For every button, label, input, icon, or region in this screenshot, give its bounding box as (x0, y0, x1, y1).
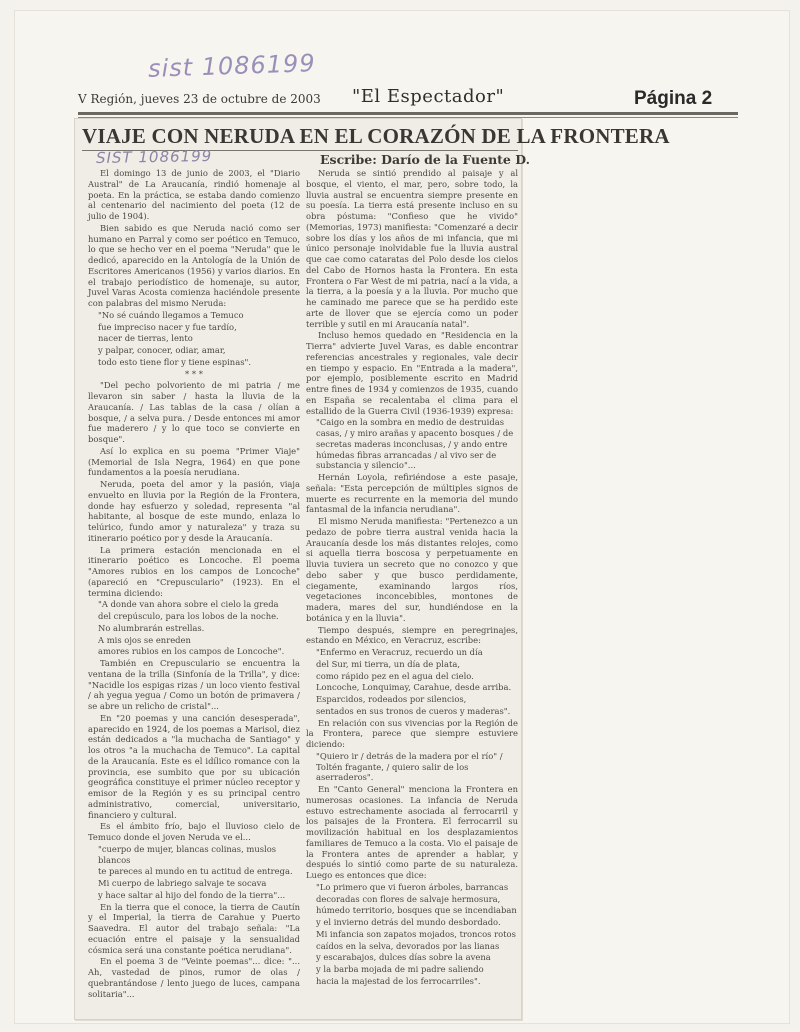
verse-line: del crepúsculo, para los lobos de la noche. (98, 611, 279, 621)
paragraph: En el poema 3 de "Veinte poemas"... dice: "... Ah, vastedad de pinos, rumor de olas / quebrantándose / lento juego de luces, campana solitaria"... (88, 956, 300, 999)
paragraph: Incluso hemos quedado en "Residencia en la Tierra" advierte Juvel Varas, es dable encontrar referencias ancestrales y regionales, vale decir en tiempo y espacio. En "Entrada a la madera", por ejemplo, posiblemente escrito en Madrid entre fines de 1934 y comienzos de 1935, cuando en España se recalentaba el clima para el estallido de la Guerra Civil (1936-1939) expresa: (306, 330, 518, 416)
verse-line: húmedo territorio, bosques que se incendiaban (316, 905, 517, 916)
verse-line: Mi cuerpo de labriego salvaje te socava (98, 878, 267, 888)
paragraph: Bien sabido es que Neruda nació como ser humano en Parral y como ser poético en Temuco, lo que se hecho ver en el poema "Neruda" que le dedicó, aparecido en la Antología de la Unión de Escritores Americanos (1956) y varios diarios. En el trabajo periodístico de homenaje, su autor, Juvel Varas Acosta comienza haciéndole presente con palabras del mismo Neruda: (88, 222, 300, 308)
header-rule (78, 112, 738, 115)
verse-line: todo esto tiene flor y tiene espinas". (98, 356, 252, 367)
paragraph: Hernán Loyola, refiriéndose a este pasaje, señala: "Esta percepción de múltiples signos de muerte es recurrente en la memoria del mundo fantasmal de la infancia nerudiana". (306, 472, 518, 515)
section-separator: * * * (185, 368, 203, 379)
verse-line: Esparcidos, rodeados por silencios, (316, 694, 467, 704)
verse-line: sentados en sus tronos de cueros y maderas". (316, 705, 511, 716)
verse-line: y escarabajos, dulces días sobre la avena (316, 952, 491, 963)
newspaper-name: "El Espectador" (352, 86, 505, 107)
article-column-left (88, 168, 300, 1000)
verse-line: "Enfermo en Veracruz, recuerdo un día (316, 647, 483, 657)
paragraph: Tiempo después, siempre en peregrinajes, estando en México, en Veracruz, escribe: (306, 624, 518, 646)
paragraph: Neruda se sintió prendido al paisaje y al bosque, el viento, el mar, pero, sobre todo, la lluvia austral se encuentra siempre presente en su poesía. La tierra está presente incluso en su obra póstuma: "Confieso que he vivido" (Memorias, 1973) manifiesta: "Comenzaré a decir sobre los días y los años de mi infancia, que mi único personaje inolvidable fue la lluvia austral que cae como cataratas del Polo desde los cielos del Cabo de Hornos hasta la Frontera. En esta Frontera o Far West de mi patria, nací a la vida, a la tierra, a la poesía y a la lluvia. Por mucho que he caminado me parece que se ha perdido este arte de llover que se ejercía como un poder terrible y sutil en mi Araucanía natal". (306, 168, 518, 329)
paragraph: Así lo explica en su poema "Primer Viaje" (Memorial de Isla Negra, 1964) en que pone fundamentos a la poesía nerudiana. (88, 445, 300, 478)
handwritten-catalog-number-small: SIST 1086199 (95, 146, 213, 168)
paragraph: "Del pecho polvoriento de mi patria / me llevaron sin saber / hasta la lluvia de la Araucanía. / Las tablas de la casa / olían a bosque, / a selva pura. / Desde entonces mi amor fue maderero / y lo que toco se convierte en bosque". (88, 380, 300, 444)
paragraph: En "Canto General" menciona la Frontera en numerosas ocasiones. La infancia de Neruda estuvo estrechamente asociada al ferrocarril y los paisajes de la Frontera. El ferrocarril su movilización habitual en los desplazamientos familiares de Temuco a la costa. Vio el paisaje de la Frontera antes de aprender a hablar, y después lo sintió como parte de su naturaleza. Luego es entonces que dice: (306, 784, 518, 880)
verse-line: nacer de tierras, lento (98, 333, 193, 344)
verse-line: y hace saltar al hijo del fondo de la tierra"... (98, 889, 286, 900)
dateline: V Región, jueves 23 de octubre de 2003 (78, 92, 321, 106)
handwritten-catalog-number: sist 1086199 (147, 49, 317, 83)
article-headline: VIAJE CON NERUDA EN EL CORAZÓN DE LA FRONTERA (82, 124, 670, 148)
verse-line: Loncoche, Lonquimay, Carahue, desde arriba. (316, 682, 512, 693)
paragraph: Es el ámbito frío, bajo el lluvioso cielo de Temuco donde el joven Neruda ve el... (88, 821, 300, 842)
verse-line: No alumbrarán estrellas. (98, 622, 205, 633)
article-column-right (306, 168, 518, 988)
verse-line: fue impreciso nacer y fue tardío, (98, 321, 237, 332)
paragraph: En relación con sus vivencias por la Región de la Frontera, parece que siempre estuviere diciendo: (306, 717, 518, 749)
verse-line: te pareces al mundo en tu actitud de entrega. (98, 866, 293, 877)
paragraph: El domingo 13 de junio de 2003, el "Diario Austral" de La Araucanía, rindió homenaje al poeta. En la práctica, se estaba dando comienzo al centenario del nacimiento del poeta (12 de julio de 1904). (88, 168, 300, 221)
paragraph: Neruda, poeta del amor y la pasión, viaja envuelto en lluvia por la Región de la Frontera, donde hay esfuerzo y soledad, representa "al habitante, al bosque de este mundo, enlaza lo telúrico, fundo amor y naturaleza" y traza su itinerario poético por y desde la Araucanía. (88, 479, 300, 543)
verse-line: y el invierno detrás del mundo desbordado. (316, 917, 501, 927)
verse-line: del Sur, mi tierra, un día de plata, (316, 658, 460, 669)
verse-line: hacia la majestad de los ferrocarriles". (316, 975, 481, 986)
paragraph: La primera estación mencionada en el itinerario poético es Loncoche. El poema "Amores rubios en los campos de Loncoche" (apareció en "Crepusculario" (1923). En el termina diciendo: (88, 544, 300, 598)
paragraph: En "20 poemas y una canción desesperada", aparecido en 1924, de los poemas a Marisol, diez están dedicados a "la muchacha de Santiago" y los otros "a la muchacha de Temuco". La capital de la Araucanía. Este es el idílico romance con la provincia, ese sumbito que por su ubicación geográfica constituye el primer núcleo receptor y emisor de la Región y es su principal centro administrativo, comercial, universitario, financiero y cultural. (88, 712, 300, 820)
article-byline: Escribe: Darío de la Fuente D. (320, 152, 530, 167)
paragraph: También en Crepusculario se encuentra la ventana de la trilla (Sinfonía de la Trilla", y dice: "Nacidle los espigas rizas / un loco viento festival / ah yegua yegua / Como un botón de primavera / se abre un relicho de cristal"... (88, 658, 300, 711)
verse-line: "No sé cuándo llegamos a Temuco (98, 309, 244, 320)
verse-line: decoradas con flores de salvaje hermosura, (316, 893, 501, 904)
verse-line: Mi infancia son zapatos mojados, troncos rotos (316, 928, 516, 939)
verse-line: "Caigo en la sombra en medio de destruidas casas, / y miro arañas y apacento bosques / de secretas maderas inconclusas, / y ando entre húmedas fibras arrancadas / al vivo ser de substancia y silencio"... (316, 417, 514, 471)
verse-line: amores rubios en los campos de Loncoche". (98, 646, 285, 657)
verse-line: "cuerpo de mujer, blancas colinas, muslos blancos (98, 843, 277, 865)
verse-line: y la barba mojada de mi padre saliendo (316, 964, 484, 974)
paragraph: El mismo Neruda manifiesta: "Pertenezco a un pedazo de pobre tierra austral venida hacia la Araucanía desde los más distantes relojes, como si aquella tierra boscosa y perpetuamente en lluvia tuviera un secreto que no conozco y que debo saber y que busco perdidamente, ciegamente, examinando largos ríos, vegetaciones inconcebibles, montones de madera, mares del sur, hundiéndose en la botánica y en la lluvia". (306, 516, 518, 623)
verse-line: "Quiero ir / detrás de la madera por el río" / Toltén fragante, / quiero salir de los aserraderos". (316, 750, 503, 783)
page-number: Página 2 (634, 88, 713, 109)
verse-line: y palpar, conocer, odiar, amar, (98, 345, 226, 355)
verse-line: "Lo primero que vi fueron árboles, barrancas (316, 881, 509, 892)
verse-line: A mis ojos se enreden (98, 634, 191, 645)
paragraph: En la tierra que el conoce, la tierra de Cautín y el Imperial, la tierra de Carahue y Puerto Saavedra. El autor del trabajo señala: "La ecuación entre el paisaje y la sensualidad cósmica será una constante poética nerudiana". (88, 901, 300, 955)
verse-line: "A donde van ahora sobre el cielo la greda (98, 599, 279, 610)
verse-line: caídos en la selva, devorados por las lianas (316, 940, 500, 951)
verse-line: como rápido pez en el agua del cielo. (316, 670, 474, 681)
